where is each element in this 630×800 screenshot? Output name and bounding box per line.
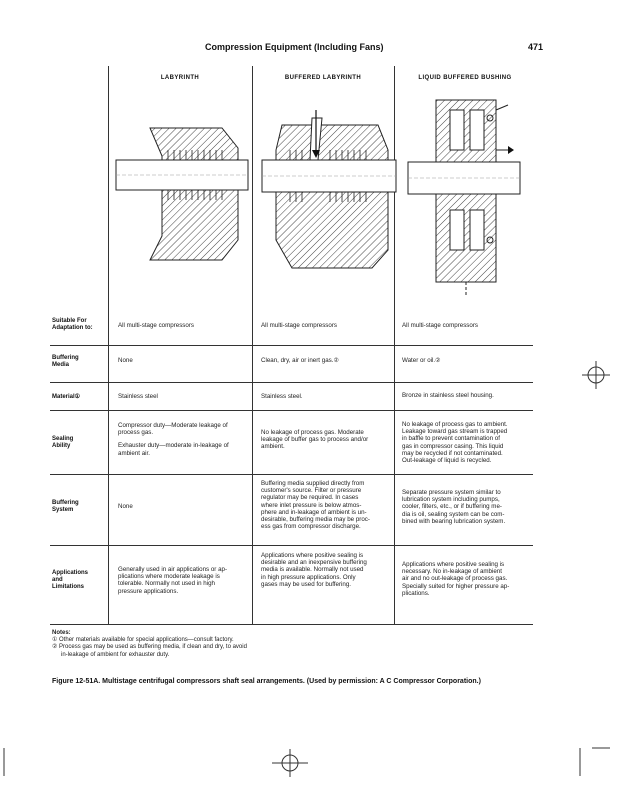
liquid-buffered-bushing-drawing: [408, 100, 520, 296]
row-label-sealing-ability: Sealing Ability: [52, 436, 74, 449]
note-line: in-leakage of ambient for exhauster duty.: [61, 651, 170, 658]
table-cell: Stainless steel.: [261, 393, 303, 400]
note-line: ② Process gas may be used as buffering media, if clean and dry, to avoid: [52, 644, 247, 651]
table-cell: None: [118, 357, 133, 364]
table-cell: All multi-stage compressors: [402, 322, 478, 329]
table-cell: None: [118, 503, 133, 510]
table-cell: No leakage of process gas. Moderate leakage of buffer gas to process and/or ambient.: [261, 429, 369, 451]
notes: [52, 630, 247, 659]
column-header-labyrinth: LABYRINTH: [160, 75, 200, 81]
table-cell: No leakage of process gas to ambient. Leakage toward gas stream is trapped in baffle to prevent contamination of gas in compressor casing. This liquid may be recycled if not contaminated. Out-leakage of liquid is recycled.: [402, 421, 508, 465]
table-cell: Applications where positive sealing is desirable and an inexpensive buffering media is available. Normally not used in high pressure applications. Only gases may be used for buffering.: [261, 552, 367, 588]
table-cell: Buffering media supplied directly from customer's source. Filter or pressure regulator may be required. In cases where inlet pressure is below atmos- phere and in-leakage of ambient is un- desirable, buffering media may be proc- ess gas from compressor discharge.: [261, 480, 370, 531]
page-header-title: Compression Equipment (Including Fans): [205, 42, 384, 52]
figure-caption: Figure 12-51A. Multistage centrifugal compressors shaft seal arrangements. (Used by permission: A C Compressor Corporation.): [52, 678, 481, 685]
table-cell: Clean, dry, air or inert gas.②: [261, 357, 339, 364]
note-line: ① Other materials available for special applications—consult factory.: [52, 637, 234, 644]
table-cell: Compressor duty—Moderate leakage of process gas. Exhauster duty—moderate in-leakage of ambient air.: [118, 422, 229, 457]
row-label-buffering-system: Buffering System: [52, 500, 79, 513]
table-cell: Bronze in stainless steel housing.: [402, 392, 494, 399]
column-header-liquid-buffered-bushing: LIQUID BUFFERED BUSHING: [418, 75, 512, 81]
row-label-applications: Applications and Limitations: [52, 570, 89, 590]
row-label-suitable-for: Suitable For Adaptation to:: [52, 318, 93, 331]
row-label-material: Material①: [52, 394, 81, 400]
buffered-labyrinth-drawing: [262, 110, 396, 268]
notes-heading: Notes:: [52, 630, 71, 636]
table-cell: All multi-stage compressors: [261, 322, 337, 329]
table-cell: Generally used in air applications or ap- plications where moderate leakage is tolerable. Normally not used in high pressure applications.: [118, 566, 228, 595]
page-number: 471: [528, 42, 544, 52]
table-cell: Applications where positive sealing is necessary. No in-leakage of ambient air and no out-leakage of process gas. Specially suited for higher pressure ap- plications.: [402, 561, 510, 597]
column-header-buffered-labyrinth: BUFFERED LABYRINTH: [284, 75, 362, 81]
table-cell: All multi-stage compressors: [118, 322, 194, 329]
row-label-buffering-media: Buffering Media: [52, 355, 79, 368]
labyrinth-drawing: [116, 128, 248, 260]
table-cell: Stainless steel: [118, 393, 158, 400]
table-cell: Separate pressure system similar to lubrication system including pumps, cooler, filters, etc., or if buffering me- dia is oil, sealing system can be com- bined with bearing lubrication system.: [402, 489, 506, 525]
table-cell: Water or oil.②: [402, 357, 441, 364]
